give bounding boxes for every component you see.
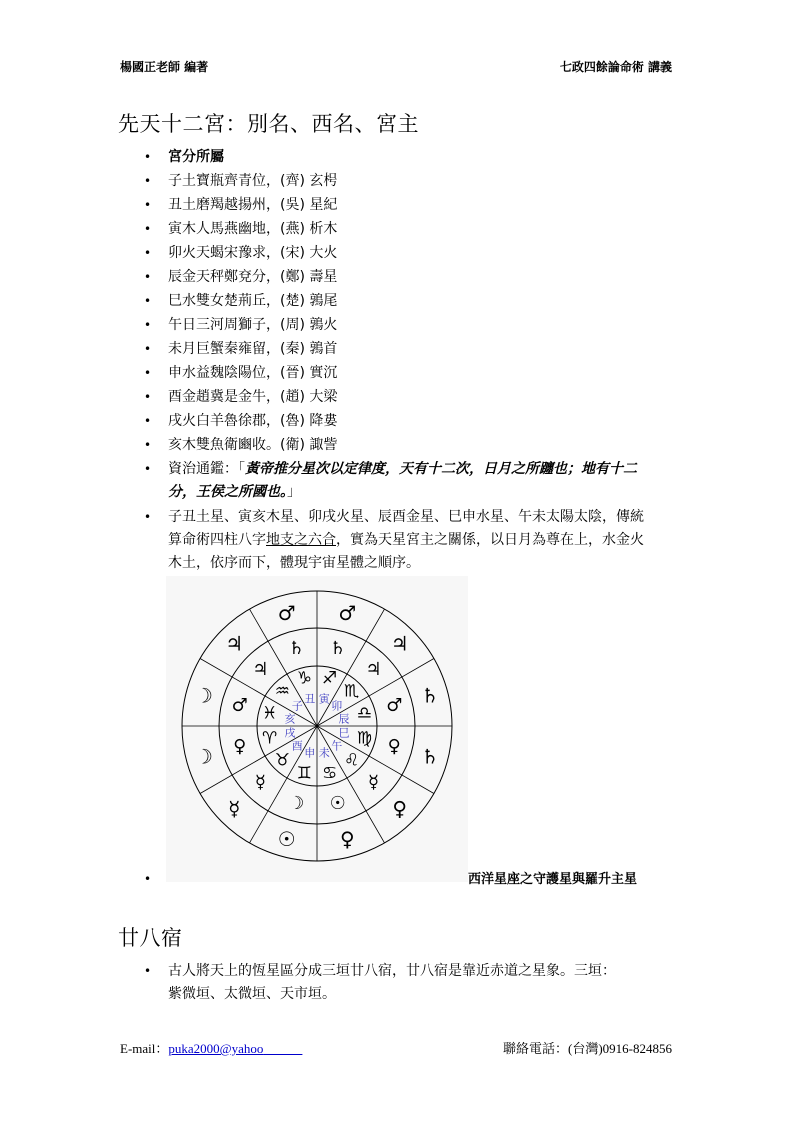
para-text: ，實為天星宮主之關係，以日月為尊在上，水金火	[336, 532, 644, 548]
header-course-title: 七政四餘論命術 講義	[559, 60, 672, 74]
zodiac-sign-glyph: ♐	[322, 668, 338, 689]
middle-ring-planet-glyph: ♂	[386, 694, 403, 716]
bullet: •	[144, 366, 152, 380]
list-item: 申水益魏陰陽位，(晉) 實沉	[168, 365, 338, 381]
bullet: •	[144, 872, 152, 886]
paragraph-line: 木土，依序而下，體現宇宙星體之順序。	[168, 555, 420, 571]
earthly-branch-label: 辰	[338, 712, 350, 726]
earthly-branch-label: 未	[318, 746, 330, 760]
bullet: •	[144, 964, 152, 978]
paragraph-line: 古人將天上的恆星區分成三垣廿八宿，廿八宿是靠近赤道之星象。三垣：	[168, 963, 616, 979]
bullet: •	[144, 270, 152, 284]
outer-ring-planet-glyph: ♂	[338, 600, 357, 625]
zodiac-wheel-figure	[166, 576, 468, 882]
zizhi-quote-line1	[168, 458, 637, 481]
header-author: 楊國正老師 編著	[120, 60, 209, 74]
list-item: 巳水雙女楚荊丘，(楚) 鶉尾	[168, 293, 338, 309]
footer-phone: 聯絡電話：(台灣)0916-824856	[503, 1041, 672, 1056]
middle-ring-planet-glyph: ☿	[254, 772, 266, 794]
middle-ring-planet-glyph: ♄	[329, 638, 346, 660]
outer-ring-planet-glyph: ☽	[195, 683, 213, 708]
zodiac-sign-glyph: ♈	[262, 728, 278, 749]
zodiac-sign-glyph: ♓	[262, 703, 278, 724]
earthly-branch-label: 午	[331, 739, 343, 753]
earthly-branch-label: 酉	[291, 739, 303, 753]
email-link[interactable]: puka2000@yahoo	[168, 1041, 264, 1056]
outer-ring-planet-glyph: ♀	[339, 827, 355, 852]
list-item: 丑土磨羯越揚州，(吳) 星紀	[168, 197, 338, 213]
outer-ring-planet-glyph: ♀	[392, 796, 408, 821]
zizhi-quote-text-1: 黃帝推分星次以定律度，天有十二次，日月之所躔也；地有十二	[245, 461, 637, 477]
middle-ring-planet-glyph: ♀	[233, 736, 247, 758]
section-title-twelve-palaces: 先天十二宮：別名、西名、宮主	[118, 112, 419, 136]
email-label: E-mail：	[120, 1041, 169, 1056]
paragraph-line: 子丑土星、寅亥木星、卯戌火星、辰酉金星、巳申水星、午未太陽太陰，傳統	[168, 509, 644, 525]
bullet: •	[144, 222, 152, 236]
bullet: •	[144, 342, 152, 356]
para-underlined: 地支之六合	[266, 532, 336, 548]
middle-ring-planet-glyph: ☉	[329, 792, 346, 814]
para-text: 算命術四柱八字	[168, 532, 266, 548]
middle-ring-planet-glyph: ♄	[288, 638, 305, 660]
bullet: •	[144, 462, 152, 476]
zodiac-sign-glyph: ♉	[274, 750, 290, 771]
zizhi-label: 資治通鑑：「	[168, 461, 245, 477]
zodiac-sign-glyph: ♒	[274, 681, 290, 702]
list-item: 未月巨蟹秦雍留，(秦) 鶉首	[168, 341, 338, 357]
figure-caption: 西洋星座之守護星與羅升主星	[468, 872, 638, 887]
middle-ring-planet-glyph: ☿	[368, 772, 380, 794]
zizhi-quote-line2	[168, 481, 301, 504]
bullet: •	[144, 174, 152, 188]
earthly-branch-label: 巳	[338, 726, 350, 740]
email-link-underline-pad	[263, 1041, 302, 1056]
zodiac-wheel-svg	[166, 576, 468, 882]
middle-ring-planet-glyph: ☽	[288, 792, 305, 814]
bullet: •	[144, 150, 152, 164]
outer-ring-planet-glyph: ☿	[228, 796, 241, 821]
zodiac-sign-glyph: ♏	[344, 681, 360, 702]
earthly-branch-label: 丑	[304, 692, 316, 706]
list-item: 宮分所屬	[168, 149, 224, 165]
bullet: •	[144, 510, 152, 524]
bullet: •	[144, 390, 152, 404]
zodiac-sign-glyph: ♊	[296, 763, 312, 784]
list-item: 午日三河周獅子，(周) 鶉火	[168, 317, 338, 333]
outer-ring-planet-glyph: ♄	[421, 744, 439, 769]
earthly-branch-label: 寅	[318, 692, 330, 706]
earthly-branch-label: 戌	[284, 726, 296, 740]
earthly-branch-label: 申	[304, 746, 316, 760]
footer-email	[120, 1038, 302, 1057]
outer-ring-planet-glyph: ♄	[421, 683, 439, 708]
zodiac-sign-glyph: ♎	[356, 703, 372, 724]
middle-ring-planet-glyph: ♃	[252, 658, 269, 680]
bullet: •	[144, 414, 152, 428]
middle-ring-planet-glyph: ♂	[231, 694, 248, 716]
bullet: •	[144, 198, 152, 212]
paragraph-line: 紫微垣、太微垣、天市垣。	[168, 986, 336, 1002]
zizhi-close: 」	[287, 484, 301, 500]
section-title-28-mansions: 廿八宿	[118, 926, 183, 950]
outer-ring-planet-glyph: ☉	[277, 827, 296, 852]
zodiac-sign-glyph: ♑	[296, 668, 312, 689]
list-item: 寅木人馬燕幽地，(燕) 析木	[168, 221, 338, 237]
zodiac-sign-glyph: ♋	[322, 763, 338, 784]
bullet: •	[144, 438, 152, 452]
list-item: 子土寶瓶齊青位，(齊) 玄枵	[168, 173, 338, 189]
list-item: 辰金天秤鄭兗分，(鄭) 壽星	[168, 269, 338, 285]
paragraph-line	[168, 529, 644, 552]
outer-ring-planet-glyph: ♃	[390, 631, 409, 656]
outer-ring-planet-glyph: ♃	[225, 631, 244, 656]
bullet: •	[144, 294, 152, 308]
list-item: 亥木雙魚衛豳收。(衛) 諏訾	[168, 437, 338, 453]
earthly-branch-label: 亥	[284, 712, 296, 726]
earthly-branch-label: 子	[291, 699, 303, 713]
list-item: 卯火天蝎宋豫求，(宋) 大火	[168, 245, 338, 261]
zodiac-sign-glyph: ♌	[344, 750, 360, 771]
middle-ring-planet-glyph: ♀	[387, 736, 401, 758]
zodiac-sign-glyph: ♍	[356, 728, 372, 749]
middle-ring-planet-glyph: ♃	[365, 658, 382, 680]
earthly-branch-label: 卯	[331, 699, 343, 713]
zizhi-quote-text-2: 分，王侯之所國也。	[168, 484, 287, 500]
bullet: •	[144, 246, 152, 260]
outer-ring-planet-glyph: ♂	[277, 600, 296, 625]
outer-ring-planet-glyph: ☽	[195, 744, 213, 769]
list-item: 戌火白羊魯徐郡，(魯) 降婁	[168, 413, 338, 429]
bullet: •	[144, 318, 152, 332]
list-item: 酉金趙冀是金牛，(趙) 大梁	[168, 389, 338, 405]
